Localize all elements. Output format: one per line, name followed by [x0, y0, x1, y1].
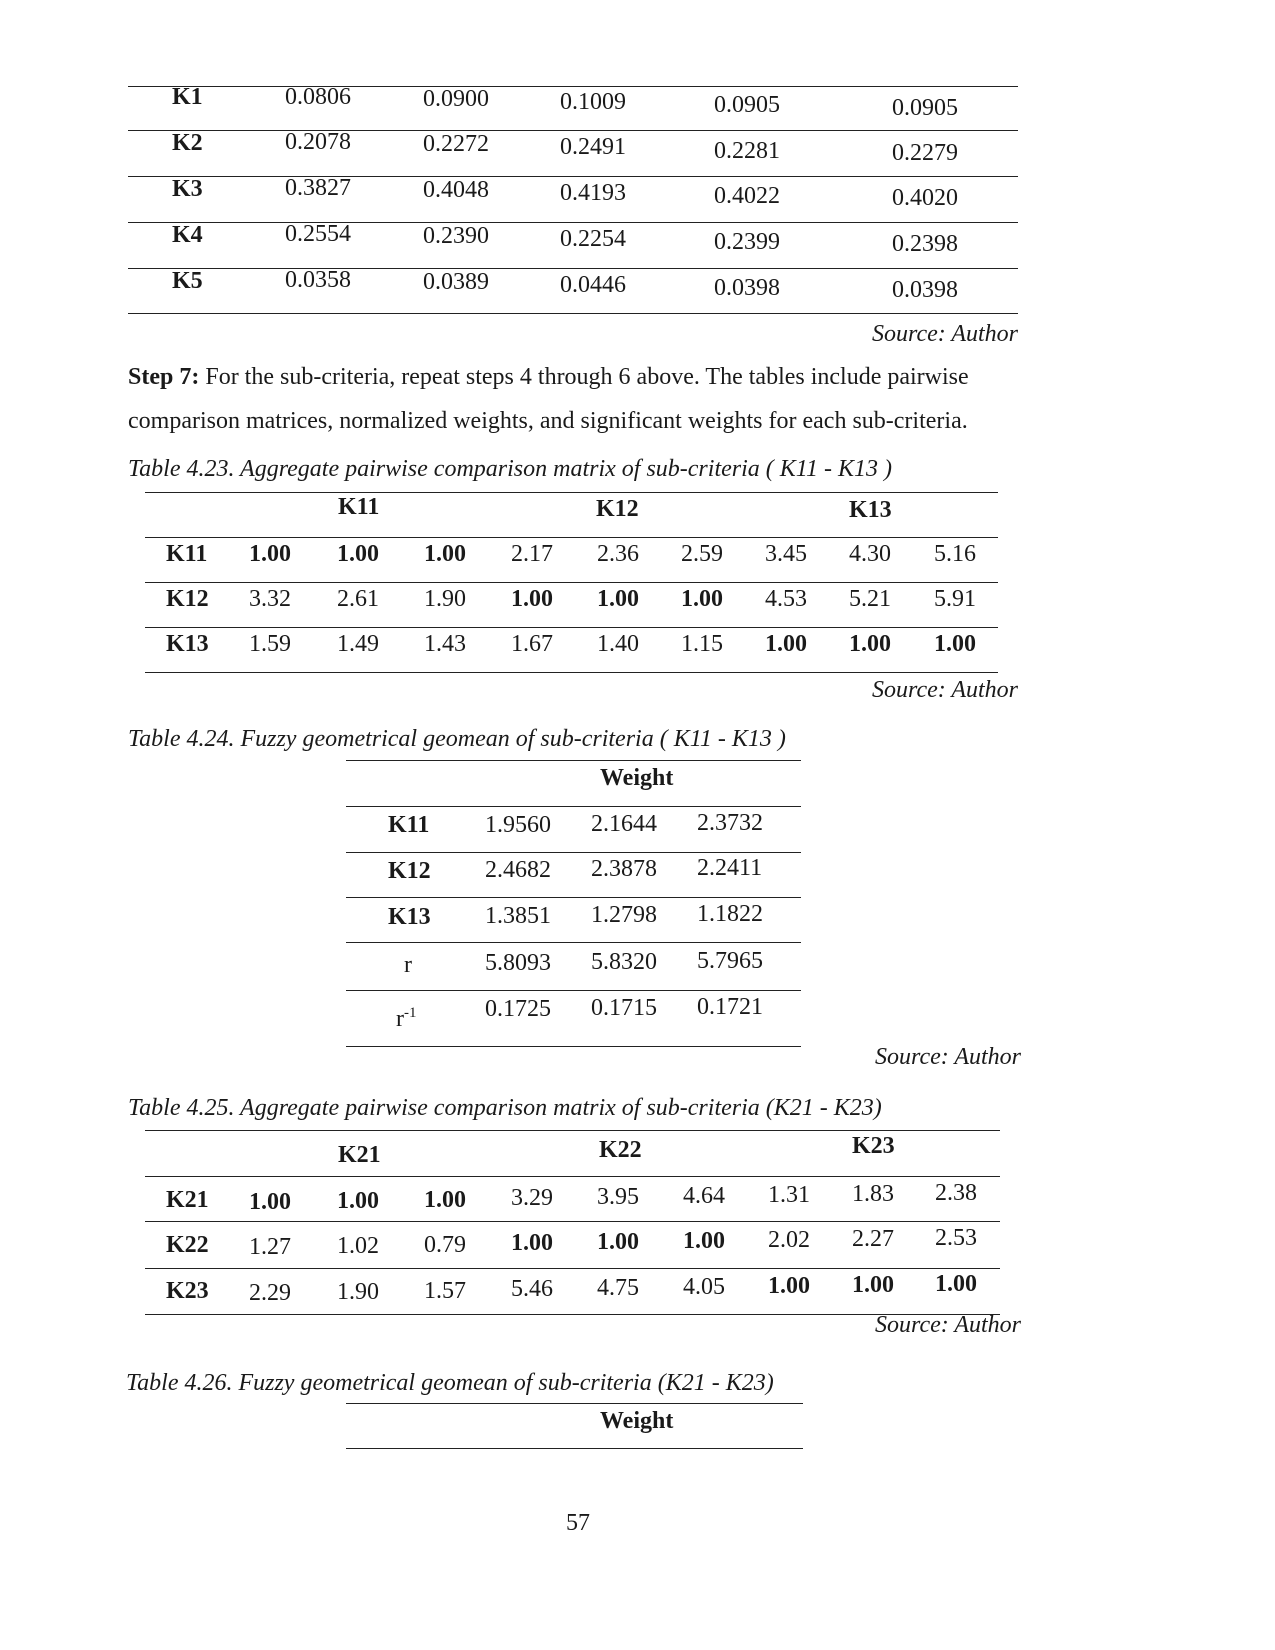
table-rule [346, 897, 801, 898]
table-cell: 2.53 [935, 1225, 977, 1251]
column-header: K22 [599, 1137, 642, 1163]
table-rule [145, 672, 998, 673]
table-cell: 4.75 [597, 1275, 639, 1301]
table-rule [145, 627, 998, 628]
table-cell: 0.0905 [714, 92, 780, 118]
table-cell: 0.0398 [892, 277, 958, 303]
table-cell: 3.32 [249, 586, 291, 612]
table-cell: 4.30 [849, 541, 891, 567]
table-cell: 0.1721 [697, 994, 763, 1020]
table-cell: 1.83 [852, 1181, 894, 1207]
table-cell: 0.4193 [560, 180, 626, 206]
row-label: K5 [172, 268, 203, 294]
table-rule [346, 852, 801, 853]
table-cell: 0.0446 [560, 272, 626, 298]
table-cell: 1.00 [337, 1188, 379, 1214]
table-cell: 0.0358 [285, 267, 351, 293]
column-header: K13 [849, 497, 892, 523]
table-cell: 1.2798 [591, 902, 657, 928]
table-cell: 1.67 [511, 631, 553, 657]
table-cell: 0.2254 [560, 226, 626, 252]
table-cell: 4.05 [683, 1274, 725, 1300]
table-cell: 0.1715 [591, 995, 657, 1021]
table-rule [145, 1314, 1000, 1315]
table-cell: 5.8320 [591, 949, 657, 975]
table-cell: 1.00 [597, 1229, 639, 1255]
table-cell: 1.3851 [485, 903, 551, 929]
table-cell: 0.1009 [560, 89, 626, 115]
table-source: Source: Author [875, 1312, 1021, 1338]
table-source: Source: Author [875, 1044, 1021, 1070]
step-7-paragraph [128, 355, 1068, 443]
table-cell: 2.2411 [697, 855, 763, 881]
table-rule [145, 1130, 1000, 1131]
table-cell: 0.1725 [485, 996, 551, 1022]
table-cell: 5.46 [511, 1276, 553, 1302]
table-rule [128, 86, 1018, 87]
row-label: K21 [166, 1187, 209, 1213]
table-rule [346, 1403, 803, 1404]
column-header: K12 [596, 496, 639, 522]
table-cell: 0.2491 [560, 134, 626, 160]
table-cell: 1.00 [768, 1273, 810, 1299]
table-cell: 1.49 [337, 631, 379, 657]
table-cell: 1.31 [768, 1182, 810, 1208]
table-cell: 1.00 [597, 586, 639, 612]
table-cell: 2.3878 [591, 856, 657, 882]
table-cell: 1.90 [424, 586, 466, 612]
table-rule [346, 942, 801, 943]
row-label: K23 [166, 1278, 209, 1304]
table-cell: 2.17 [511, 541, 553, 567]
column-header: K21 [338, 1142, 381, 1168]
table-cell: 2.4682 [485, 857, 551, 883]
table-cell: 1.40 [597, 631, 639, 657]
table-caption: Table 4.23. Aggregate pairwise comparison matrix of sub-criteria ( K11 - K13 ) [128, 456, 892, 482]
table-cell: 1.00 [852, 1272, 894, 1298]
table-cell: 0.2554 [285, 221, 351, 247]
table-cell: 1.00 [424, 1187, 466, 1213]
table-source: Source: Author [872, 677, 1018, 703]
table-rule [145, 1221, 1000, 1222]
table-rule [346, 806, 801, 807]
table-cell: 1.57 [424, 1278, 466, 1304]
table-cell: 1.00 [511, 586, 553, 612]
table-cell: 0.2390 [423, 223, 489, 249]
table-cell: 1.90 [337, 1279, 379, 1305]
row-label: K13 [166, 631, 209, 657]
table-cell: 0.2272 [423, 131, 489, 157]
table-cell: 1.15 [681, 631, 723, 657]
table-cell: 0.3827 [285, 175, 351, 201]
superscript: -1 [404, 1005, 417, 1021]
table-rule [128, 222, 1018, 223]
table-rule [145, 582, 998, 583]
table-rule [145, 1268, 1000, 1269]
table-cell: 3.45 [765, 541, 807, 567]
table-rule [128, 176, 1018, 177]
table-cell: 0.0389 [423, 269, 489, 295]
row-label: r [404, 952, 412, 978]
table-cell: 5.8093 [485, 950, 551, 976]
table-cell: 1.27 [249, 1234, 291, 1260]
table-cell: 0.79 [424, 1232, 466, 1258]
table-source: Source: Author [872, 321, 1018, 347]
table-cell: 1.00 [249, 541, 291, 567]
page-number: 57 [566, 1510, 590, 1536]
table-cell: 1.00 [249, 1189, 291, 1215]
table-cell: 2.38 [935, 1180, 977, 1206]
table-cell: 5.16 [934, 541, 976, 567]
table-rule [128, 313, 1018, 314]
table-cell: 1.00 [765, 631, 807, 657]
table-cell: 1.00 [934, 631, 976, 657]
row-label: K22 [166, 1232, 209, 1258]
row-label: K13 [388, 904, 431, 930]
row-label: K4 [172, 222, 203, 248]
table-rule [346, 990, 801, 991]
weight-header: Weight [600, 765, 674, 791]
table-cell: 2.3732 [697, 810, 763, 836]
table-rule [128, 268, 1018, 269]
row-label: K11 [388, 812, 430, 838]
step-text: For the sub-criteria, repeat steps 4 through 6 above. The tables include pairwise comparison matrices, normalized weights, and significant weights for each sub-criteria. [128, 364, 969, 434]
table-cell: 5.91 [934, 586, 976, 612]
table-cell: 0.0398 [714, 275, 780, 301]
table-cell: 5.21 [849, 586, 891, 612]
table-cell: 0.0900 [423, 86, 489, 112]
table-caption: Table 4.25. Aggregate pairwise comparison matrix of sub-criteria (K21 - K23) [128, 1095, 882, 1121]
table-cell: 2.29 [249, 1280, 291, 1306]
table-cell: 0.2398 [892, 231, 958, 257]
table-rule [145, 1176, 1000, 1177]
table-rule [145, 537, 998, 538]
row-label: K11 [166, 541, 208, 567]
table-cell: 1.00 [424, 541, 466, 567]
table-cell: 2.27 [852, 1226, 894, 1252]
table-cell: 5.7965 [697, 948, 763, 974]
table-cell: 0.2078 [285, 129, 351, 155]
table-caption: Table 4.24. Fuzzy geometrical geomean of sub-criteria ( K11 - K13 ) [128, 726, 786, 752]
row-label-inverse [396, 1005, 417, 1033]
table-cell: 1.00 [683, 1228, 725, 1254]
column-header: K11 [338, 494, 380, 520]
column-header: K23 [852, 1133, 895, 1159]
table-cell: 4.64 [683, 1183, 725, 1209]
table-cell: 3.29 [511, 1185, 553, 1211]
row-label: K2 [172, 130, 203, 156]
table-cell: 2.36 [597, 541, 639, 567]
table-cell: 1.43 [424, 631, 466, 657]
table-cell: 1.00 [511, 1230, 553, 1256]
table-cell: 1.9560 [485, 812, 551, 838]
table-cell: 0.4020 [892, 185, 958, 211]
table-cell: 0.4048 [423, 177, 489, 203]
table-cell: 1.02 [337, 1233, 379, 1259]
table-cell: 4.53 [765, 586, 807, 612]
table-cell: 1.00 [935, 1271, 977, 1297]
table-rule [145, 492, 998, 493]
table-rule [346, 760, 801, 761]
table-cell: 2.59 [681, 541, 723, 567]
row-label: r [396, 1006, 404, 1032]
table-cell: 3.95 [597, 1184, 639, 1210]
table-cell: 0.2399 [714, 229, 780, 255]
row-label: K12 [166, 586, 209, 612]
row-label: K3 [172, 176, 203, 202]
table-rule [346, 1448, 803, 1449]
table-caption: Table 4.26. Fuzzy geometrical geomean of sub-criteria (K21 - K23) [126, 1370, 774, 1396]
table-cell: 0.2279 [892, 140, 958, 166]
table-cell: 1.1822 [697, 901, 763, 927]
table-cell: 2.1644 [591, 811, 657, 837]
table-cell: 0.4022 [714, 183, 780, 209]
table-cell: 0.0806 [285, 84, 351, 110]
table-cell: 1.00 [681, 586, 723, 612]
table-cell: 2.02 [768, 1227, 810, 1253]
table-rule [346, 1046, 801, 1047]
step-label: Step 7: [128, 364, 200, 390]
table-cell: 0.2281 [714, 138, 780, 164]
table-cell: 1.00 [337, 541, 379, 567]
table-cell: 1.59 [249, 631, 291, 657]
table-cell: 0.0905 [892, 95, 958, 121]
weight-header: Weight [600, 1408, 674, 1434]
table-cell: 1.00 [849, 631, 891, 657]
row-label: K12 [388, 858, 431, 884]
row-label: K1 [172, 84, 203, 110]
table-cell: 2.61 [337, 586, 379, 612]
table-rule [128, 130, 1018, 131]
